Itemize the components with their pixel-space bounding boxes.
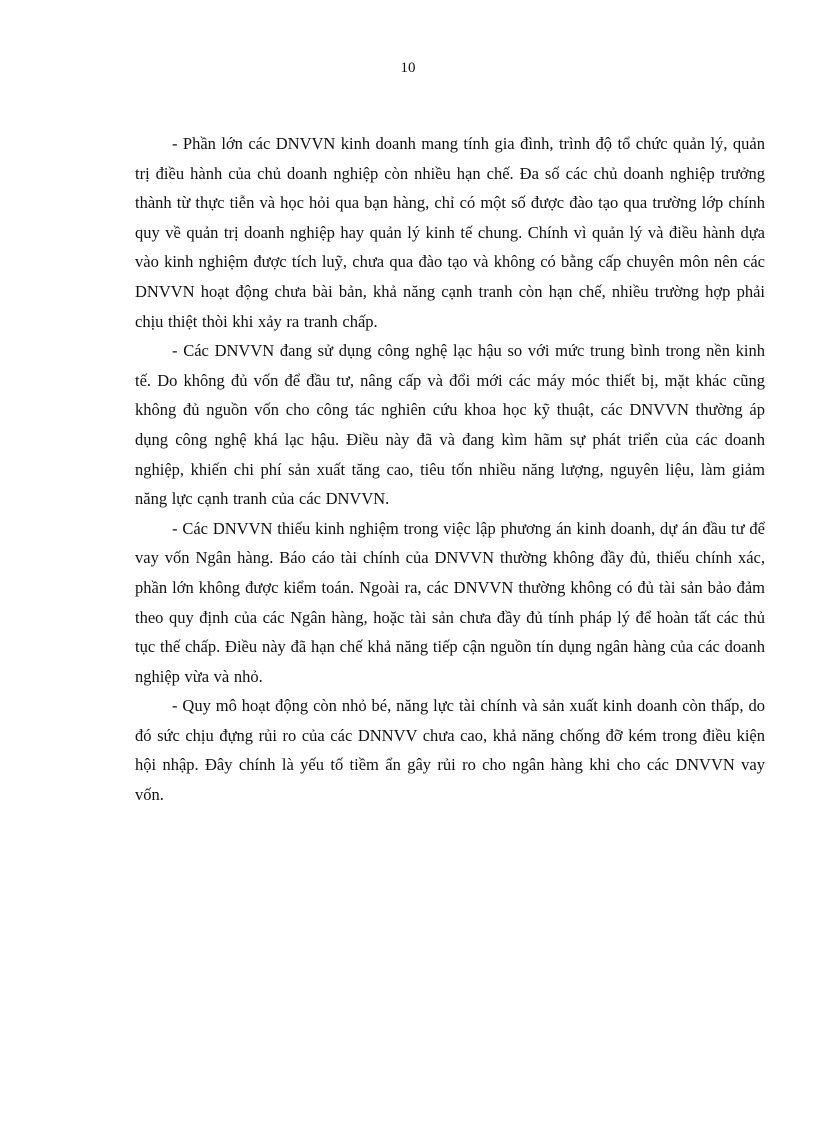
paragraph-scale: - Quy mô hoạt động còn nhỏ bé, năng lực tài chính và sản xuất kinh doanh còn thấp, do đó sức chịu đựng rủi ro của các DNNVV chưa cao, khả năng chống đỡ kém trong điều kiện hội nhập. Đây chính là yếu tố tiềm ẩn gây rủi ro cho ngân hàng khi cho các DNVVN vay vốn. xyxy=(135,696,765,805)
paragraph-management: - Phần lớn các DNVVN kinh doanh mang tính gia đình, trình độ tổ chức quản lý, quản trị điều hành của chủ doanh nghiệp còn nhiều hạn chế. Đa số các chủ doanh nghiệp trưởng thành từ thực tiễn và học hỏi qua bạn hàng, chỉ có một số được đào tạo qua trường lớp chính quy về quản trị doanh nghiệp hay quản lý kinh tế chung. Chính vì quản lý và điều hành dựa vào kinh nghiệm được tích luỹ, chưa qua đào tạo và không có bằng cấp chuyên môn nên các DNVVN hoạt động chưa bài bản, khả năng cạnh tranh còn hạn chế, nhiều trường hợp phải chịu thiệt thòi khi xảy ra tranh chấp. xyxy=(135,134,765,331)
document-body xyxy=(135,129,765,810)
paragraph-technology: - Các DNVVN đang sử dụng công nghệ lạc hậu so với mức trung bình trong nền kinh tế. Do không đủ vốn để đầu tư, nâng cấp và đổi mới các máy móc thiết bị, mặt khác cũng không đủ nguồn vốn cho công tác nghiên cứu khoa học kỹ thuật, các DNVVN thường áp dụng công nghệ khá lạc hậu. Điều này đã và đang kìm hãm sự phát triển của các doanh nghiệp, khiến chi phí sản xuất tăng cao, tiêu tốn nhiều năng lượng, nguyên liệu, làm giảm năng lực cạnh tranh của các DNVVN. xyxy=(135,341,765,509)
paragraph-credit-access: - Các DNVVN thiếu kinh nghiệm trong việc lập phương án kinh doanh, dự án đầu tư để vay vốn Ngân hàng. Báo cáo tài chính của DNVVN thường không đầy đủ, thiếu chính xác, phần lớn không được kiểm toán. Ngoài ra, các DNVVN thường không có đủ tài sản bảo đảm theo quy định của các Ngân hàng, hoặc tài sản chưa đầy đủ tính pháp lý để hoàn tất các thủ tục thế chấp. Điều này đã hạn chế khả năng tiếp cận nguồn tín dụng ngân hàng của các doanh nghiệp vừa và nhỏ. xyxy=(135,518,765,686)
page-number: 10 xyxy=(400,60,416,76)
